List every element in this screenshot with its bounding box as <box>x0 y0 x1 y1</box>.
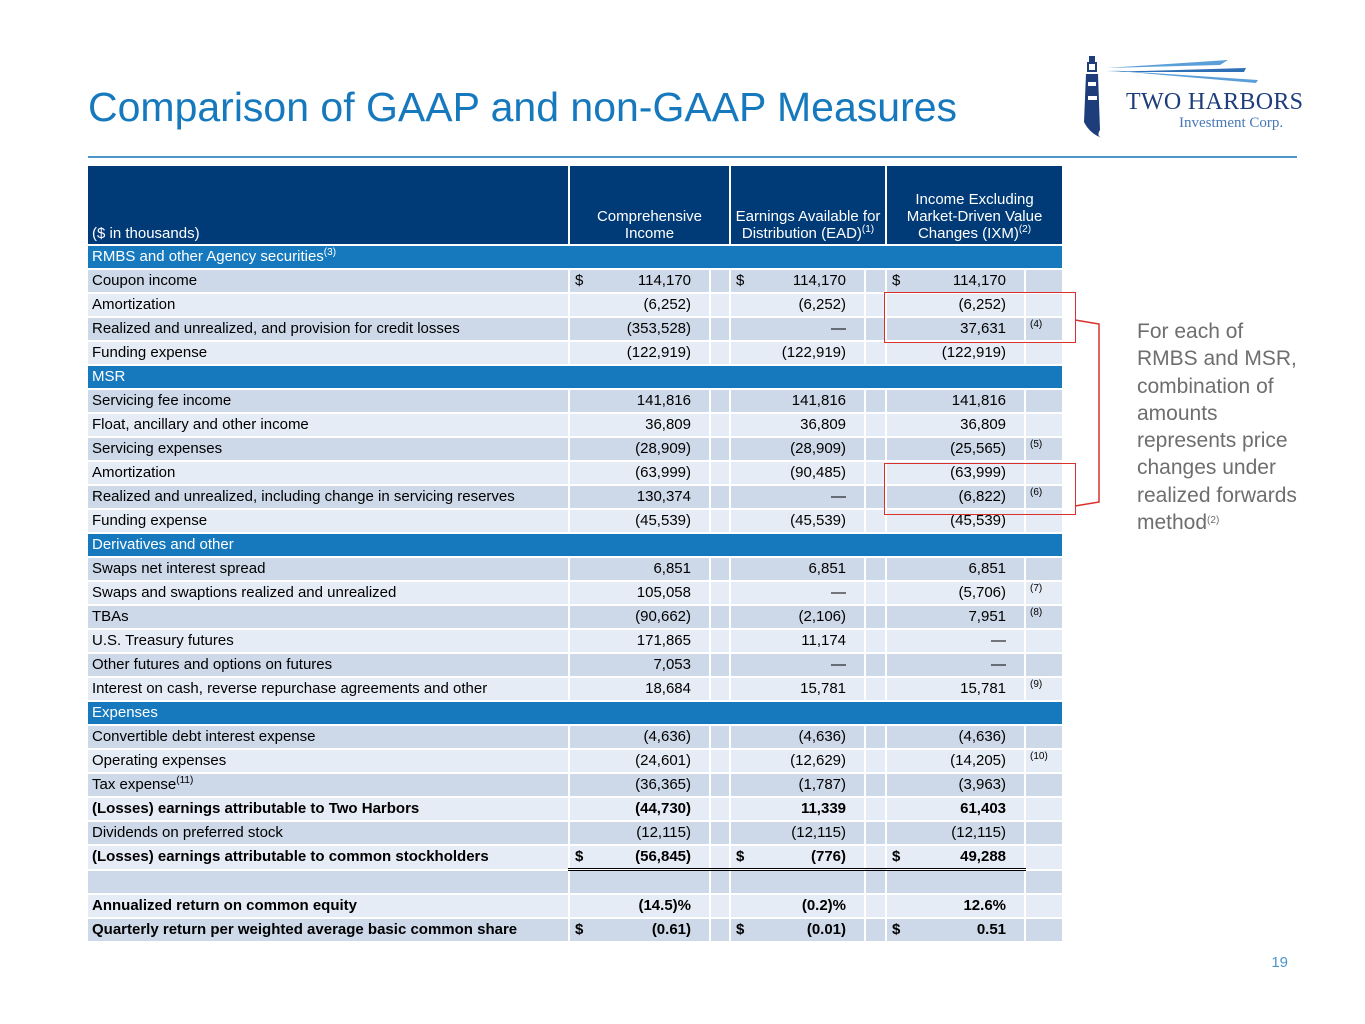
comprehensive-income-value: $ 114,170 <box>569 269 710 293</box>
row-label: Swaps net interest spread <box>88 557 569 581</box>
row-label: TBAs <box>88 605 569 629</box>
ixm-value: 12.6% <box>886 894 1025 918</box>
comprehensive-income-value: (353,528) <box>569 317 710 341</box>
comprehensive-income-value: (45,539) <box>569 509 710 533</box>
row-label: (Losses) earnings attributable to common stockholders <box>88 845 569 870</box>
comprehensive-income-value: (4,636) <box>569 725 710 749</box>
row-label: Coupon income <box>88 269 569 293</box>
page-number: 19 <box>1271 954 1288 971</box>
ead-value: (122,919) <box>730 341 865 365</box>
row-label: Amortization <box>88 293 569 317</box>
ixm-value: (3,963) <box>886 773 1025 797</box>
ixm-value: 7,951 <box>886 605 1025 629</box>
section-label: Expenses <box>88 701 1063 725</box>
side-note: For each of RMBS and MSR, combination of amounts represents price changes under realized forwards method$^{(2)}$ <box>1137 320 1297 535</box>
ixm-value: (4,636) <box>886 725 1025 749</box>
ixm-value: (6,822) <box>886 485 1025 509</box>
ead-value: (6,252) <box>730 293 865 317</box>
footnote-ref: (6) <box>1025 485 1063 509</box>
ead-value: (90,485) <box>730 461 865 485</box>
page-title: Comparison of GAAP and non-GAAP Measures <box>88 84 958 130</box>
ixm-value: — <box>886 629 1025 653</box>
row-label: Interest on cash, reverse repurchase agreements and other <box>88 677 569 701</box>
comprehensive-income-value: 36,809 <box>569 413 710 437</box>
ixm-value: (45,539) <box>886 509 1025 533</box>
comprehensive-income-value: (122,919) <box>569 341 710 365</box>
ixm-value: — <box>886 653 1025 677</box>
currency-symbol: $ <box>736 272 745 289</box>
ead-value: — <box>730 485 865 509</box>
ixm-value: (14,205) <box>886 749 1025 773</box>
comprehensive-income-value: (44,730) <box>569 797 710 821</box>
currency-symbol: $ <box>892 848 901 865</box>
row-label: Servicing fee income <box>88 389 569 413</box>
ixm-value: $ 114,170 <box>886 269 1025 293</box>
ixm-value: $ 0.51 <box>886 918 1025 942</box>
comprehensive-income-value: (63,999) <box>569 461 710 485</box>
header-ead: Earnings Available for Distribution (EAD)$^{(1)}$ <box>730 166 886 245</box>
ead-value: 15,781 <box>730 677 865 701</box>
ixm-value: (5,706) <box>886 581 1025 605</box>
row-label: Realized and unrealized, including change in servicing reserves <box>88 485 569 509</box>
section-label: MSR <box>88 365 1063 389</box>
header-units: ($ in thousands) <box>88 166 569 245</box>
currency-symbol: $ <box>892 921 901 938</box>
ixm-value: (63,999) <box>886 461 1025 485</box>
section-label: Derivatives and other <box>88 533 1063 557</box>
comprehensive-income-value: (6,252) <box>569 293 710 317</box>
comprehensive-income-value: (14.5)% <box>569 894 710 918</box>
ead-value: $ (0.01) <box>730 918 865 942</box>
comprehensive-income-value: 18,684 <box>569 677 710 701</box>
ead-value: 36,809 <box>730 413 865 437</box>
currency-symbol: $ <box>736 848 745 865</box>
footnote-ref: (9) <box>1025 677 1063 701</box>
ixm-value: (6,252) <box>886 293 1025 317</box>
comprehensive-income-value: (12,115) <box>569 821 710 845</box>
footnote-ref: (10) <box>1025 749 1063 773</box>
row-label: Other futures and options on futures <box>88 653 569 677</box>
ixm-value: 61,403 <box>886 797 1025 821</box>
ead-value: (12,115) <box>730 821 865 845</box>
ead-value: (0.2)% <box>730 894 865 918</box>
comprehensive-income-value: 6,851 <box>569 557 710 581</box>
comprehensive-income-value: (90,662) <box>569 605 710 629</box>
ixm-value: 15,781 <box>886 677 1025 701</box>
ead-value: — <box>730 317 865 341</box>
row-label: Annualized return on common equity <box>88 894 569 918</box>
row-label: Funding expense <box>88 341 569 365</box>
row-label: Realized and unrealized, and provision for credit losses <box>88 317 569 341</box>
ixm-value: (12,115) <box>886 821 1025 845</box>
ead-value: 11,339 <box>730 797 865 821</box>
row-label: Amortization <box>88 461 569 485</box>
row-label: Dividends on preferred stock <box>88 821 569 845</box>
row-label: Quarterly return per weighted average basic common share <box>88 918 569 942</box>
comprehensive-income-value: (36,365) <box>569 773 710 797</box>
ead-value: (2,106) <box>730 605 865 629</box>
comprehensive-income-value: 7,053 <box>569 653 710 677</box>
comprehensive-income-value: (28,909) <box>569 437 710 461</box>
ixm-value: (122,919) <box>886 341 1025 365</box>
row-label: Swaps and swaptions realized and unrealized <box>88 581 569 605</box>
ead-value: (4,636) <box>730 725 865 749</box>
ixm-value: 6,851 <box>886 557 1025 581</box>
comprehensive-income-value: $ (0.61) <box>569 918 710 942</box>
comprehensive-income-value: 171,865 <box>569 629 710 653</box>
ead-value: — <box>730 581 865 605</box>
ead-value: (45,539) <box>730 509 865 533</box>
comprehensive-income-value: 130,374 <box>569 485 710 509</box>
footnote-ref: (8) <box>1025 605 1063 629</box>
row-label: (Losses) earnings attributable to Two Harbors <box>88 797 569 821</box>
ixm-value: (25,565) <box>886 437 1025 461</box>
footnote-ref: (7) <box>1025 581 1063 605</box>
section-label: RMBS and other Agency securities$^{(3)}$ <box>88 245 1063 269</box>
header-ixm: Income Excluding Market-Driven Value Changes (IXM)$^{(2)}$ <box>886 166 1063 245</box>
ead-value: (12,629) <box>730 749 865 773</box>
ead-value: (28,909) <box>730 437 865 461</box>
row-label: Operating expenses <box>88 749 569 773</box>
ead-value: (1,787) <box>730 773 865 797</box>
row-label: U.S. Treasury futures <box>88 629 569 653</box>
footnote-ref: (5) <box>1025 437 1063 461</box>
row-label: Tax expense$^{(11)}$ <box>88 773 569 797</box>
comprehensive-income-value: 141,816 <box>569 389 710 413</box>
currency-symbol: $ <box>892 272 901 289</box>
ixm-value: 37,631 <box>886 317 1025 341</box>
row-label: Convertible debt interest expense <box>88 725 569 749</box>
footnote-ref: (4) <box>1025 317 1063 341</box>
ead-value: — <box>730 653 865 677</box>
comprehensive-income-value: 105,058 <box>569 581 710 605</box>
row-label: Float, ancillary and other income <box>88 413 569 437</box>
ead-value: $ (776) <box>730 845 865 870</box>
ead-value: 141,816 <box>730 389 865 413</box>
ixm-value: 36,809 <box>886 413 1025 437</box>
row-label: Servicing expenses <box>88 437 569 461</box>
logo-subtitle: Investment Corp. <box>1179 115 1284 131</box>
header-comprehensive-income: Comprehensive Income <box>569 166 730 245</box>
ead-value: 11,174 <box>730 629 865 653</box>
ixm-value: 141,816 <box>886 389 1025 413</box>
currency-symbol: $ <box>736 921 745 938</box>
ixm-value: $ 49,288 <box>886 845 1025 870</box>
logo-name: TWO HARBORS <box>1126 89 1304 115</box>
row-label: Funding expense <box>88 509 569 533</box>
ead-value: 6,851 <box>730 557 865 581</box>
comprehensive-income-value: $ (56,845) <box>569 845 710 870</box>
comprehensive-income-value: (24,601) <box>569 749 710 773</box>
currency-symbol: $ <box>575 921 584 938</box>
ead-value: $ 114,170 <box>730 269 865 293</box>
currency-symbol: $ <box>575 848 584 865</box>
currency-symbol: $ <box>575 272 584 289</box>
